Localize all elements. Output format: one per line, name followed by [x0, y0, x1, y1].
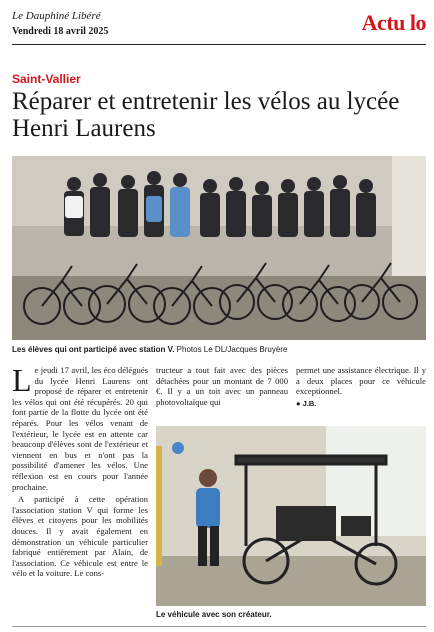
masthead	[12, 8, 426, 44]
article-headline: Réparer et entretenir les vélos au lycée Henri Laurens	[12, 88, 400, 142]
photo-credit: Photos Le DL/Jacques Bruyère	[176, 345, 288, 354]
publication-date: Vendredi 18 avril 2025	[12, 26, 109, 37]
newspaper-name: Le Dauphiné Libéré	[12, 10, 101, 22]
caption-text: Les élèves qui ont participé avec station V.	[12, 345, 175, 354]
bottom-divider	[12, 626, 426, 627]
article-paragraph: e jeudi 17 avril, les éco délégués du lycée Henri Laurens ont proposé de réparer et entretenir les vélos qui ont été récupérés. 20 qui font partie de la flotte du lycée ont été réparés. Pour les vélos venant de l'extérieur, le lycée est en attente car beaucoup d'élèves sont de l'extérieur et viennent en bus et n'ont pas la possibilité d'amener les vélos. Une réflexion est en cours pour l'année prochaine.	[12, 365, 148, 492]
vehicle-photo-caption: Le véhicule avec son créateur.	[156, 610, 272, 619]
vehicle-photo	[156, 426, 426, 606]
drop-cap: L	[12, 362, 32, 398]
article-column-3	[296, 365, 426, 409]
article-column-1	[12, 362, 148, 581]
article-paragraph: tructeur a tout fait avec des pièces détachées pour un montant de 7 000 €. Il y a un toit avec un panneau photovoltaïque qui	[156, 365, 288, 407]
article-paragraph: permet une assistance électrique. Il y a deux places pour ce véhicule exceptionnel.	[296, 365, 426, 397]
article-paragraph: A participé à cette opération l'association station V qui forme les élèves et citoyens pour les mobilités douces. Il y avait également en démonstration un véhicule particulier fabriqué entièrement par Alain, de l'association. Ce véhicule est entre le vélo et la voiture. Le cons-	[12, 494, 148, 579]
group-photo	[12, 156, 426, 340]
masthead-divider	[12, 44, 426, 45]
section-title: Actu lo	[361, 10, 426, 35]
author-signature: ● J.B.	[296, 398, 317, 408]
photo-caption	[12, 345, 426, 355]
article-column-2	[156, 365, 288, 409]
article-kicker: Saint-Vallier	[12, 72, 81, 86]
